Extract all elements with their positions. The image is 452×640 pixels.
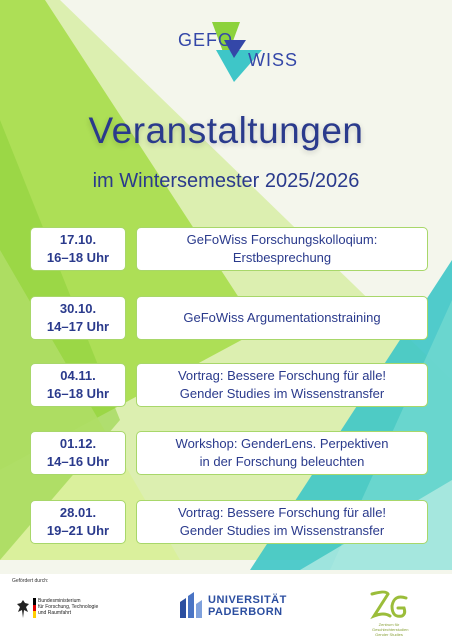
upb-building-icon [178, 592, 206, 620]
event-time: 14–16 Uhr [46, 454, 110, 469]
event-title-line2: Gender Studies im Wissenstransfer [179, 523, 385, 538]
event-title-line1: Vortrag: Bessere Forschung für alle! [177, 368, 387, 383]
page-title: Veranstaltungen [88, 110, 364, 151]
event-row [30, 431, 428, 477]
event-time: 16–18 Uhr [46, 386, 110, 401]
event-date: 17.10. [59, 232, 97, 247]
event-title-line1: Vortrag: Bessere Forschung für alle! [177, 505, 387, 520]
event-title-line2: Erstbesprechung [232, 250, 332, 265]
event-title-box [136, 363, 428, 407]
ministry-line3: und Raumfahrt [38, 610, 72, 616]
university-name [208, 594, 287, 618]
event-title-line2: in der Forschung beleuchten [199, 454, 365, 469]
event-time: 14–17 Uhr [46, 319, 110, 334]
event-date-box [30, 227, 126, 271]
zg-caption [372, 622, 409, 637]
event-title-box [136, 431, 428, 475]
event-title-line2: Gender Studies im Wissenstransfer [179, 386, 385, 401]
event-title-box [136, 296, 428, 340]
event-row [30, 363, 428, 409]
footer [0, 574, 452, 640]
ministry-line2: für Forschung, Technologie [38, 604, 99, 610]
federal-eagle-icon [16, 598, 30, 620]
event-date-box [30, 431, 126, 475]
german-flag-icon [33, 598, 36, 618]
event-title-box [136, 500, 428, 544]
ministry-name [38, 598, 98, 616]
ministry-line1: Bundesministerium [38, 598, 81, 604]
event-title-box [136, 227, 428, 271]
event-date: 01.12. [59, 436, 97, 451]
event-row [30, 227, 428, 273]
zg-line3: Gender Studies [375, 632, 403, 637]
event-title-line1: GeFoWiss Forschungskolloqium: [186, 232, 378, 247]
event-time: 19–21 Uhr [46, 523, 110, 538]
event-date: 04.11. [60, 368, 96, 383]
zg-line1: Zentrum für [378, 622, 400, 627]
event-row [30, 500, 428, 546]
event-time: 16–18 Uhr [46, 250, 110, 265]
event-date: 30.10. [59, 301, 97, 316]
zg-line2: Geschlechterstudien [372, 627, 409, 632]
event-date-box [30, 363, 126, 407]
event-row [30, 296, 428, 342]
event-title-line1: GeFoWiss Argumentationstraining [183, 310, 381, 325]
event-title-line1: Workshop: GenderLens. Perpektiven [175, 436, 389, 451]
event-date: 28.01. [59, 505, 97, 520]
event-date-box [30, 500, 126, 544]
logo-right-word: WISS [248, 50, 299, 70]
funded-by-label: Gefördert durch: [12, 578, 49, 584]
logo-left-word: GEFO [178, 30, 234, 50]
university-line2: PADERBORN [208, 606, 283, 618]
event-date-box [30, 296, 126, 340]
university-line1: UNIVERSITÄT [208, 594, 287, 606]
page-subtitle: im Wintersemester 2025/2026 [92, 170, 360, 192]
